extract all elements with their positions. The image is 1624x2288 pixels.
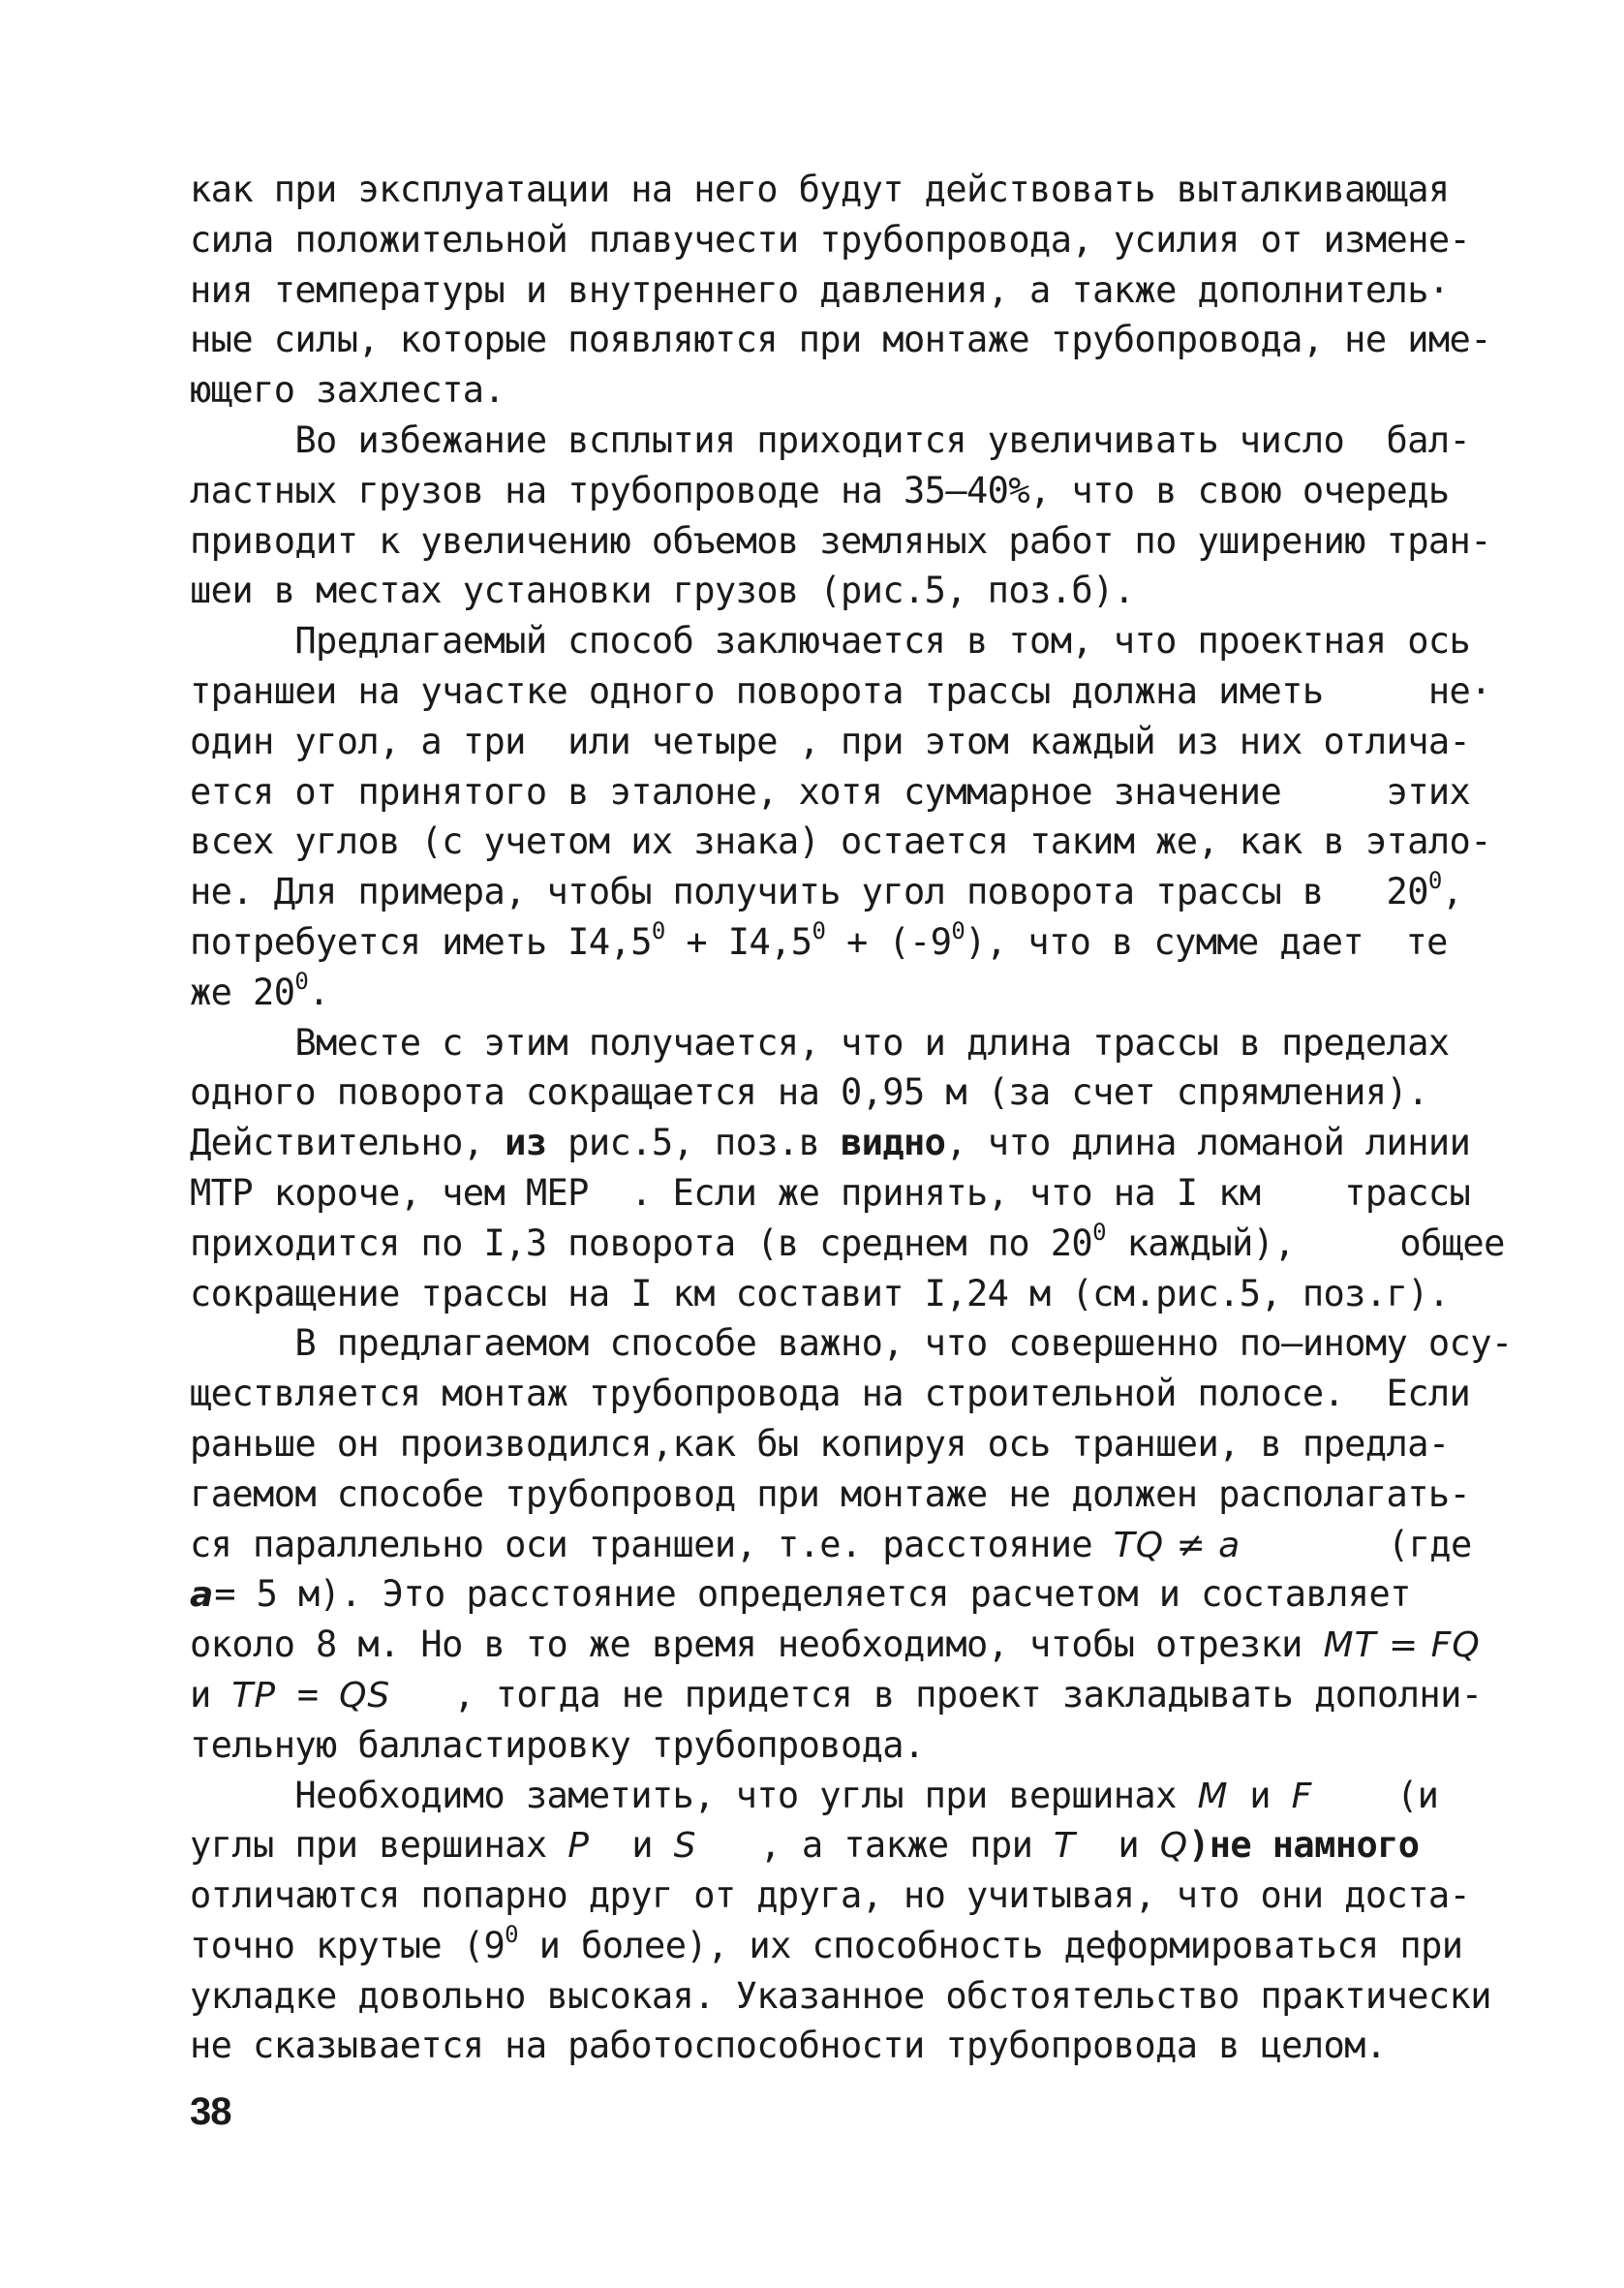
formula: Q (1159, 1826, 1189, 1867)
text-line: ществляется монтаж трубопровода на строительной полосе. Если (190, 1373, 1471, 1415)
text-line (190, 1820, 1478, 1871)
text-span: = (276, 1673, 340, 1716)
text-span: около 8 м. Но в то же время необходимо, чтобы отрезки (190, 1623, 1302, 1666)
formula: P (567, 1826, 590, 1867)
degree-superscript: 0 (505, 1920, 518, 1948)
text-line: всех углов (с учетом их знака) остается таким же, как в этало- (190, 820, 1491, 863)
text-line: не сказывается на работоспособности трубопровода в целом. (190, 2025, 1387, 2067)
text-span: точно крутые (9 (190, 1924, 506, 1966)
text-span: же 20 (190, 971, 295, 1013)
text-line: одного поворота сокращается на 0,95 м (за счет спрямления). (190, 1071, 1428, 1114)
degree-superscript: 0 (812, 916, 826, 944)
text-span: и более), их способность деформироваться при (518, 1924, 1463, 1966)
text-span: , что длина ломаной линии (945, 1122, 1471, 1164)
formula: M (1197, 1776, 1229, 1816)
text-span: Необходимо заметить, что углы при вершинах (190, 1774, 1177, 1816)
text-line: ется от принятого в эталоне, хотя суммарное значение этих (190, 770, 1471, 813)
degree-superscript: 0 (1427, 867, 1442, 895)
degree-superscript: 0 (951, 916, 965, 944)
text-line: шеи в местах установки грузов (рис.5, поз.б). (190, 570, 1135, 612)
text-line: ющего захлеста. (190, 369, 506, 412)
text-line (190, 1921, 1478, 1971)
text-line: Предлагаемый способ заключается в том, что проектная ось (190, 620, 1471, 663)
text-line (190, 917, 1478, 968)
text-line: раньше он производился,как бы копируя ось траншеи, в предла- (190, 1422, 1450, 1465)
text-span: Действительно, (190, 1122, 506, 1164)
bold-text: из (505, 1122, 547, 1164)
text-line: Вместе с этим получается, что и длина трассы в пределах (190, 1021, 1450, 1064)
text-span: + (-9 (825, 920, 952, 963)
text-span: каждый), общее (1105, 1221, 1505, 1264)
text-span: , тогда не придется в проект закладывать дополни- (390, 1673, 1483, 1716)
degree-superscript: 0 (651, 916, 665, 944)
formula: a (190, 1575, 215, 1616)
formula: TQ ≠ a (1113, 1525, 1241, 1565)
text-span: и (589, 1824, 674, 1867)
degree-superscript: 0 (294, 967, 309, 995)
text-line: приводит к увеличению объемов земляных работ по уширению тран- (190, 519, 1491, 562)
text-line: тельную балластировку трубопровода. (190, 1723, 925, 1766)
formula: MT = FQ (1323, 1625, 1481, 1666)
text-span: и (1075, 1824, 1160, 1867)
text-span: . (308, 971, 329, 1013)
text-span: рис.5, поз.в (546, 1122, 841, 1164)
text-line: гаемом способе трубопровод при монтаже не должен располагать- (190, 1472, 1471, 1515)
text-line: МТР короче, чем МЕР . Если же принять, что на I км трассы (190, 1171, 1471, 1214)
text-line (190, 1670, 1483, 1720)
formula: F (1291, 1776, 1313, 1816)
body-text (190, 165, 1513, 2071)
text-line: ластных грузов на трубопроводе на 35–40%, что в свою очередь (190, 469, 1450, 511)
text-line (190, 1620, 1481, 1670)
text-line: траншеи на участке одного поворота трассы должна иметь не· (190, 669, 1491, 712)
text-line: В предлагаемом способе важно, что совершенно по–иному осу- (190, 1322, 1513, 1365)
text-span: потребуется иметь I4,5 (190, 920, 652, 963)
formula: T (1053, 1826, 1076, 1867)
text-span: ), что в сумме дает те (965, 920, 1448, 963)
text-span: (и (1312, 1774, 1439, 1816)
bold-text: видно (840, 1122, 946, 1164)
formula: TP (231, 1675, 277, 1716)
text-span: ся параллельно оси траншеи, т.е. расстояние (190, 1523, 1093, 1565)
text-span: , а также при (696, 1824, 1054, 1867)
text-span: и (1228, 1774, 1292, 1816)
text-line (190, 968, 1478, 1018)
text-line: сила положительной плавучести трубопровода, усилия от измене- (190, 218, 1471, 261)
text-span: (где (1241, 1523, 1472, 1565)
text-line (190, 1118, 1478, 1168)
text-span: = 5 м). Это расстояние определяется расчетом и составляет (214, 1573, 1411, 1616)
formula: S (673, 1826, 697, 1867)
text-line: ные силы, которые появляются при монтаже трубопровода, не име- (190, 319, 1491, 361)
text-span: , (1441, 871, 1463, 913)
text-line (190, 867, 1478, 917)
text-span: углы при вершинах (190, 1824, 547, 1867)
text-line: Во избежание всплытия приходится увеличивать число бал- (190, 418, 1471, 461)
text-span: и (190, 1673, 232, 1716)
text-line: ния температуры и внутреннего давления, а также дополнитель· (190, 268, 1450, 311)
text-line (190, 1218, 1505, 1269)
text-line: отличаются попарно друг от друга, но учитывая, что они доста- (190, 1874, 1471, 1917)
degree-superscript: 0 (1092, 1218, 1106, 1246)
page-number: 38 (190, 2090, 231, 2133)
text-span: приходится по I,3 поворота (в среднем по 20 (190, 1221, 1093, 1264)
text-line: сокращение трассы на I км составит I,24 м (см.рис.5, поз.г). (190, 1272, 1450, 1314)
text-line: один угол, а три или четыре , при этом каждый из них отлича- (190, 720, 1471, 762)
text-span: не. Для примера, чтобы получить угол поворота трассы в 20 (190, 871, 1428, 913)
text-line (190, 1771, 1478, 1821)
text-line: укладке довольно высокая. Указанное обстоятельство практически (190, 1974, 1491, 2017)
text-line (190, 1569, 1478, 1620)
text-line: как при эксплуатации на него будут действовать выталкивающая (190, 169, 1450, 210)
formula: QS (339, 1675, 391, 1716)
bold-text: )не намного (1188, 1824, 1420, 1867)
text-span: + I4,5 (664, 920, 812, 963)
text-line (190, 1520, 1478, 1570)
